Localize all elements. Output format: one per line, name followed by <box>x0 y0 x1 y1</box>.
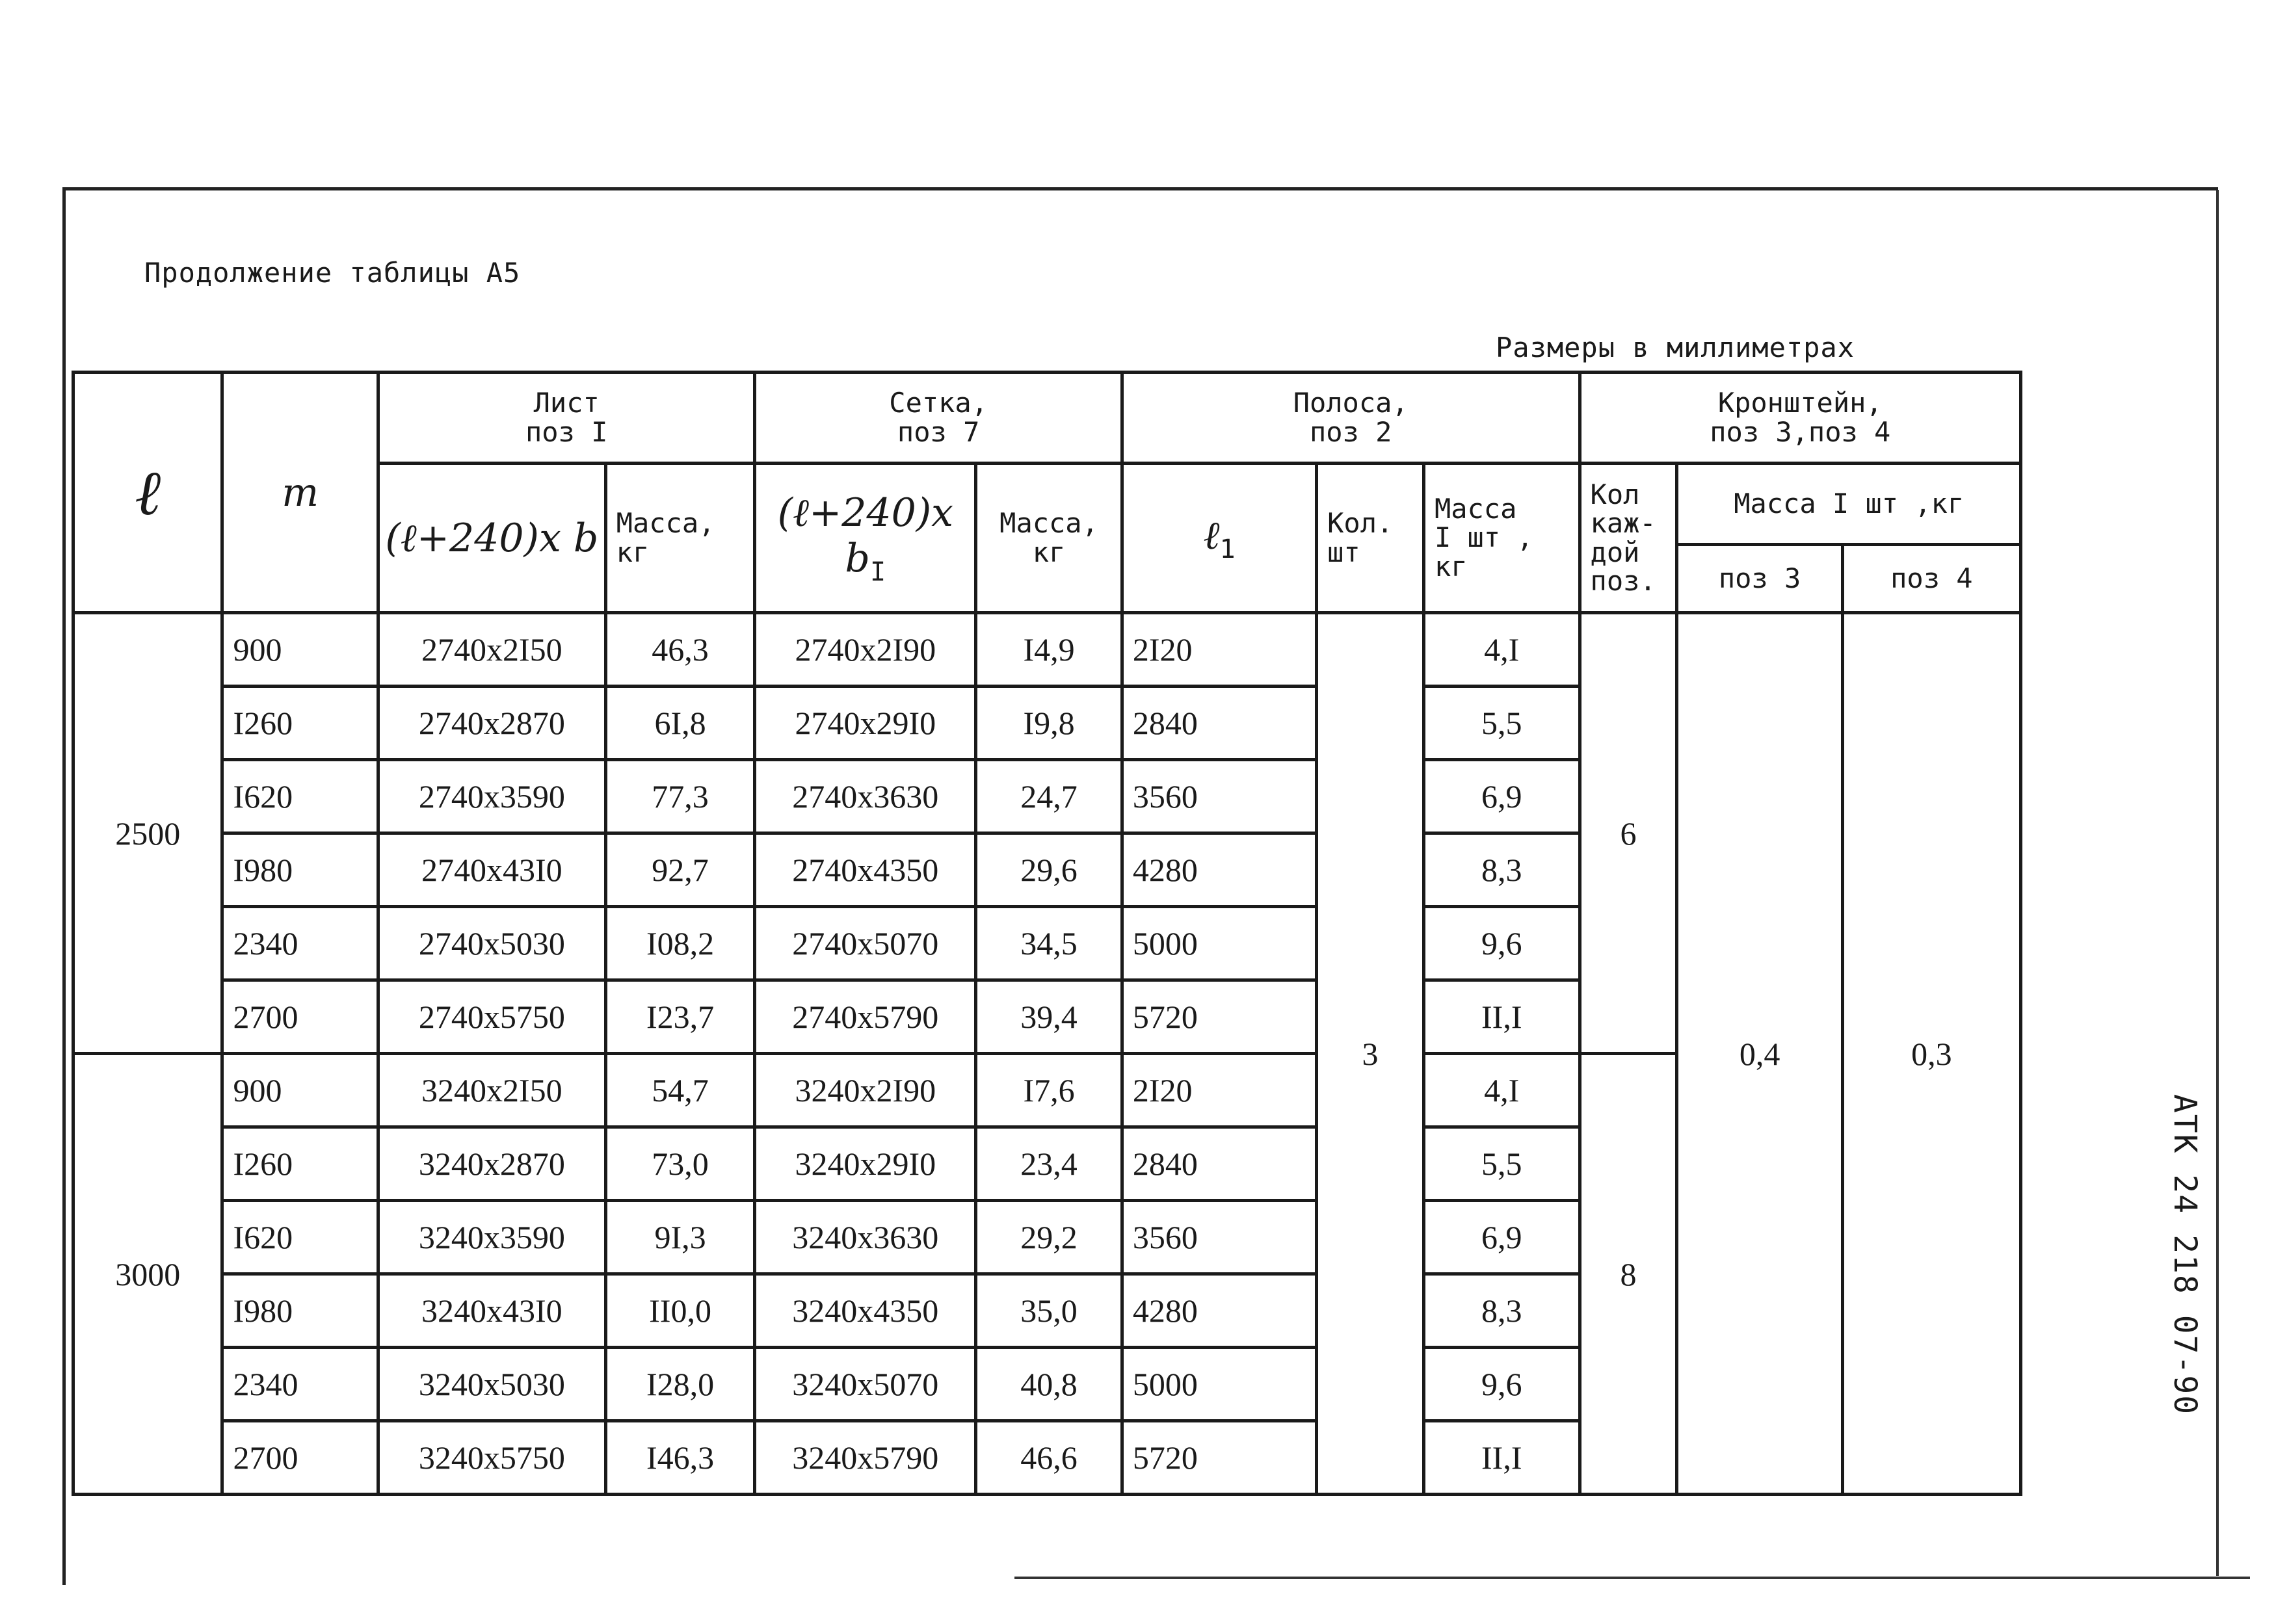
cell-m: I260 <box>222 687 378 760</box>
cell-l: 2500 <box>73 613 222 1054</box>
cell-setka-mass: I7,6 <box>976 1054 1122 1127</box>
cell-m: 900 <box>222 1054 378 1127</box>
cell-setka-mass: 40,8 <box>976 1348 1122 1421</box>
cell-list-size: 3240x43I0 <box>378 1274 605 1348</box>
cell-m: I260 <box>222 1127 378 1201</box>
page-frame-top <box>62 187 2218 190</box>
cell-setka-mass: 46,6 <box>976 1421 1122 1495</box>
cell-mass: 8,3 <box>1423 1274 1580 1348</box>
header-list-group: Лист поз I <box>378 373 754 464</box>
cell-list-mass: 77,3 <box>605 760 755 833</box>
table-row <box>73 613 2021 687</box>
page-frame-right <box>2216 190 2219 1576</box>
cell-setka-size: 3240x2I90 <box>755 1054 976 1127</box>
header-mass-1sht-kg: Масса I шт ,кг <box>1677 464 2021 545</box>
cell-l1: 5720 <box>1122 980 1316 1054</box>
cell-setka-mass: 34,5 <box>976 907 1122 980</box>
cell-setka-size: 2740x2I90 <box>755 613 976 687</box>
cell-list-mass: 73,0 <box>605 1127 755 1201</box>
cell-setka-mass: 29,6 <box>976 833 1122 907</box>
spec-table <box>72 371 2022 1496</box>
cell-mass: 9,6 <box>1423 1348 1580 1421</box>
cell-setka-size: 2740x5790 <box>755 980 976 1054</box>
header-l: ℓ <box>73 373 222 613</box>
cell-m: I620 <box>222 1201 378 1274</box>
cell-list-size: 2740x3590 <box>378 760 605 833</box>
cell-setka-mass: I9,8 <box>976 687 1122 760</box>
cell-mass: II,I <box>1423 1421 1580 1495</box>
cell-list-mass: I46,3 <box>605 1421 755 1495</box>
header-polosa-group: Полоса, поз 2 <box>1122 373 1580 464</box>
cell-list-mass: 54,7 <box>605 1054 755 1127</box>
cell-poz4-mass: 0,3 <box>1842 613 2020 1495</box>
header-list-size: (ℓ+240)x b <box>378 464 605 613</box>
header-mass-1sht: Масса I шт , кг <box>1423 464 1580 613</box>
cell-m: I980 <box>222 1274 378 1348</box>
cell-poz3-mass: 0,4 <box>1677 613 1842 1495</box>
cell-setka-size: 3240x5070 <box>755 1348 976 1421</box>
cell-list-mass: 46,3 <box>605 613 755 687</box>
cell-l1: 2I20 <box>1122 613 1316 687</box>
cell-setka-mass: 29,2 <box>976 1201 1122 1274</box>
cell-l1: 5720 <box>1122 1421 1316 1495</box>
cell-list-size: 2740x2I50 <box>378 613 605 687</box>
cell-setka-size: 2740x5070 <box>755 907 976 980</box>
cell-mass: 4,I <box>1423 1054 1580 1127</box>
cell-m: 2700 <box>222 1421 378 1495</box>
cell-list-mass: I08,2 <box>605 907 755 980</box>
cell-mass: 5,5 <box>1423 687 1580 760</box>
cell-list-size: 3240x3590 <box>378 1201 605 1274</box>
cell-m: 2340 <box>222 1348 378 1421</box>
header-kronshtein-group: Кронштейн, поз 3,поз 4 <box>1580 373 2020 464</box>
cell-mass: 5,5 <box>1423 1127 1580 1201</box>
cell-list-size: 2740x43I0 <box>378 833 605 907</box>
cell-setka-mass: 23,4 <box>976 1127 1122 1201</box>
cell-mass: 6,9 <box>1423 760 1580 833</box>
cell-list-mass: 6I,8 <box>605 687 755 760</box>
cell-setka-size: 3240x29I0 <box>755 1127 976 1201</box>
cell-list-size: 3240x2870 <box>378 1127 605 1201</box>
cell-l: 3000 <box>73 1054 222 1495</box>
cell-list-mass: II0,0 <box>605 1274 755 1348</box>
cell-setka-size: 2740x3630 <box>755 760 976 833</box>
cell-list-size: 3240x5030 <box>378 1348 605 1421</box>
cell-setka-mass: 24,7 <box>976 760 1122 833</box>
cell-setka-mass: 39,4 <box>976 980 1122 1054</box>
cell-l1: 2I20 <box>1122 1054 1316 1127</box>
units-note: Размеры в миллиметрах <box>1496 332 1855 363</box>
cell-kol-kazhdoy: 6 <box>1580 613 1677 1054</box>
cell-l1: 2840 <box>1122 687 1316 760</box>
cell-list-mass: 9I,3 <box>605 1201 755 1274</box>
cell-setka-size: 2740x29I0 <box>755 687 976 760</box>
cell-list-size: 2740x5750 <box>378 980 605 1054</box>
page-frame-left <box>62 187 66 1585</box>
cell-list-mass: I28,0 <box>605 1348 755 1421</box>
cell-mass: 6,9 <box>1423 1201 1580 1274</box>
cell-l1: 3560 <box>1122 1201 1316 1274</box>
cell-m: I620 <box>222 760 378 833</box>
table-caption: Продолжение таблицы А5 <box>144 257 521 289</box>
document-code-text: АТК 24 218 07-90 <box>2167 1094 2203 1416</box>
header-setka-mass: Масса, кг <box>976 464 1122 613</box>
cell-setka-mass: I4,9 <box>976 613 1122 687</box>
cell-l1: 4280 <box>1122 833 1316 907</box>
cell-m: I980 <box>222 833 378 907</box>
cell-list-size: 2740x2870 <box>378 687 605 760</box>
cell-l1: 5000 <box>1122 907 1316 980</box>
cell-l1: 2840 <box>1122 1127 1316 1201</box>
cell-m: 2700 <box>222 980 378 1054</box>
cell-list-mass: 92,7 <box>605 833 755 907</box>
cell-kol-sht: 3 <box>1317 613 1424 1495</box>
cell-list-mass: I23,7 <box>605 980 755 1054</box>
header-poz4: поз 4 <box>1842 545 2020 613</box>
header-setka-group: Сетка, поз 7 <box>755 373 1122 464</box>
header-m: m <box>222 373 378 613</box>
header-poz3: поз 3 <box>1677 545 1842 613</box>
cell-kol-kazhdoy: 8 <box>1580 1054 1677 1495</box>
document-code <box>2165 1094 2204 1416</box>
cell-setka-mass: 35,0 <box>976 1274 1122 1348</box>
cell-mass: II,I <box>1423 980 1580 1054</box>
cell-m: 2340 <box>222 907 378 980</box>
cell-m: 900 <box>222 613 378 687</box>
cell-setka-size: 3240x3630 <box>755 1201 976 1274</box>
cell-l1: 3560 <box>1122 760 1316 833</box>
header-l1: ℓ1 <box>1122 464 1316 613</box>
cell-l1: 4280 <box>1122 1274 1316 1348</box>
cell-setka-size: 3240x4350 <box>755 1274 976 1348</box>
cell-list-size: 2740x5030 <box>378 907 605 980</box>
header-kol-kazhdoy: Кол каж- дой поз. <box>1580 464 1677 613</box>
cell-mass: 9,6 <box>1423 907 1580 980</box>
cell-list-size: 3240x2I50 <box>378 1054 605 1127</box>
cell-setka-size: 2740x4350 <box>755 833 976 907</box>
page-frame-bottom <box>1014 1577 2250 1579</box>
header-setka-size: (ℓ+240)x bI <box>755 464 976 613</box>
cell-list-size: 3240x5750 <box>378 1421 605 1495</box>
cell-l1: 5000 <box>1122 1348 1316 1421</box>
cell-mass: 4,I <box>1423 613 1580 687</box>
cell-mass: 8,3 <box>1423 833 1580 907</box>
header-kol-sht: Кол. шт <box>1317 464 1424 613</box>
cell-setka-size: 3240x5790 <box>755 1421 976 1495</box>
header-list-mass: Масса, кг <box>605 464 755 613</box>
